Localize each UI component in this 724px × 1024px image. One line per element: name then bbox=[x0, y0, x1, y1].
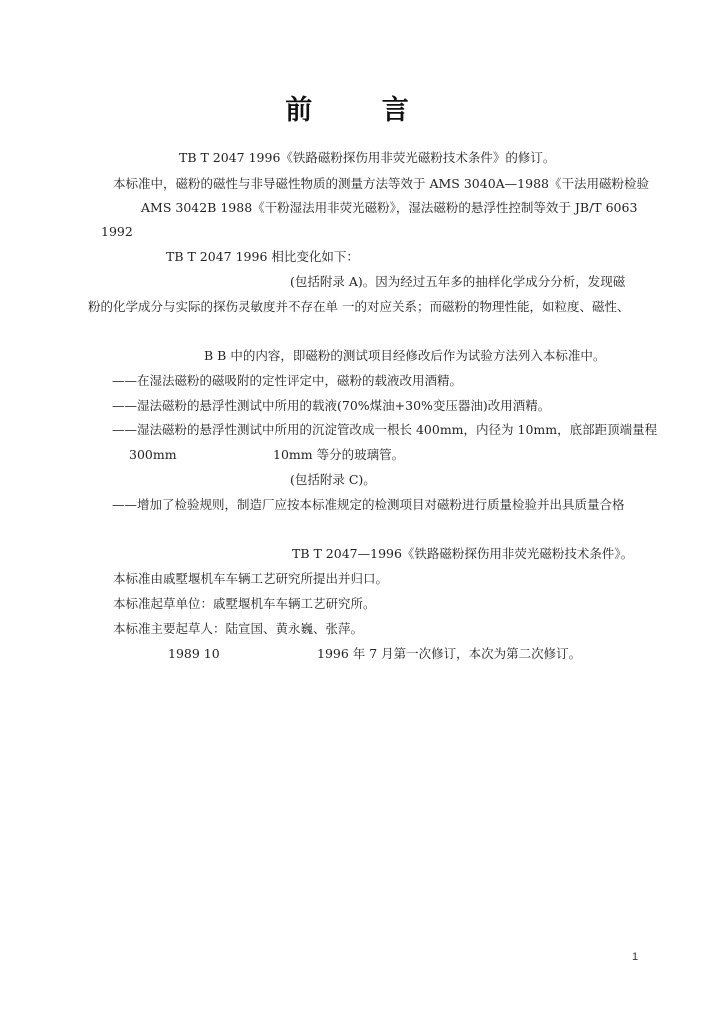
text-line: 本标准由戚墅堰机车车辆工艺研究所提出并归口。 bbox=[113, 571, 389, 586]
page-title: 前 言 bbox=[285, 95, 439, 126]
text-line: 1992 bbox=[101, 224, 133, 239]
page-number: 1 bbox=[632, 951, 639, 963]
list-item: ——在湿法磁粉的磁吸附的定性评定中，磁粉的载液改用酒精。 bbox=[112, 373, 463, 388]
text-line: TB T 2047 1996《铁路磁粉探伤用非荧光磁粉技术条件》的修订。 bbox=[179, 150, 556, 165]
text-line: 1989 10 bbox=[168, 646, 220, 661]
text-line: 本标准起草单位：戚墅堰机车车辆工艺研究所。 bbox=[113, 596, 376, 611]
list-item: ——湿法磁粉的悬浮性测试中所用的载液(70%煤油+30%变压器油)改用酒精。 bbox=[112, 398, 551, 413]
text-line: TB T 2047 1996 相比变化如下： bbox=[166, 249, 359, 264]
text-line: 1996 年 7 月第一次修订，本次为第二次修订。 bbox=[317, 646, 582, 661]
text-line: B B 中的内容，即磁粉的测试项目经修改后作为试验方法列入本标准中。 bbox=[204, 348, 606, 363]
text-line: 300mm bbox=[129, 447, 177, 462]
text-line: 本标准中，磁粉的磁性与非导磁性物质的测量方法等效于 AMS 3040A—1988《干法用磁粉检验 bbox=[113, 176, 649, 191]
text-line: AMS 3042B 1988《干粉湿法用非荧光磁粉》，湿法磁粉的悬浮性控制等效于 JB/T 6063 bbox=[141, 200, 638, 215]
text-line: (包括附录 C)。 bbox=[290, 472, 376, 487]
text-line: (包括附录 A)。因为经过五年多的抽样化学成分分析，发现磁 bbox=[290, 274, 626, 289]
list-item: ——增加了检验规则，制造厂应按本标准规定的检测项目对磁粉进行质量检验并出具质量合格 bbox=[112, 497, 625, 512]
list-item: ——湿法磁粉的悬浮性测试中所用的沉淀管改成一根长 400mm，内径为 10mm，底部距顶端量程 bbox=[112, 422, 658, 437]
text-line: 10mm 等分的玻璃管。 bbox=[273, 447, 405, 462]
text-line: TB T 2047—1996《铁路磁粉探伤用非荧光磁粉技术条件》。 bbox=[292, 546, 634, 561]
text-line: 本标准主要起草人：陆宣国、黄永巍、张萍。 bbox=[113, 621, 364, 636]
text-line: 粉的化学成分与实际的探伤灵敏度并不存在单 一的对应关系；而磁粉的物理性能，如粒度、磁性、 bbox=[88, 299, 630, 314]
